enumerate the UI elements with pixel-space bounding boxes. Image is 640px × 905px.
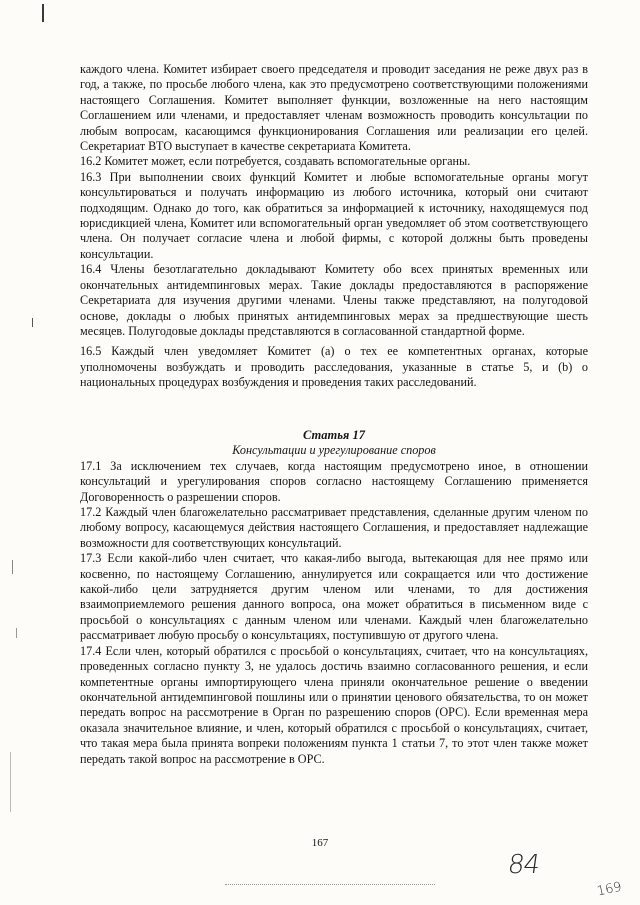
article16-continuation <box>80 62 588 391</box>
article17-section <box>80 428 588 767</box>
scan-mark <box>10 752 11 812</box>
paragraph-17-2: 17.2 Каждый член благожелательно рассматривает представления, сделанные другим членом по любому вопросу, касающемуся действия настоящего Соглашения, и предоставляет надлежащие возможности для соответствующих консультаций. <box>80 505 588 550</box>
paragraph-17-3: 17.3 Если какой-либо член считает, что какая-либо выгода, вытекающая для нее прямо или косвенно, по настоящему Соглашению, аннулируется или сокращается или что достижение какой-либо цели затрудняется другим членом или членами, то для достижения взаимоприемлемого решения данного вопроса, она может обратиться в письменном виде с просьбой о консультациях с данным членом или членами. Каждый член благожелательно рассматривает любую просьбу о консультациях, поступившую от другого члена. <box>80 551 588 643</box>
article-title: Статья 17 <box>303 428 365 442</box>
scan-dots <box>225 884 435 886</box>
scan-mark <box>42 4 44 22</box>
scan-mark <box>16 628 17 638</box>
handwritten-number: 84 <box>505 850 542 880</box>
scan-mark <box>32 318 33 327</box>
paragraph-16-1-tail: каждого члена. Комитет избирает своего председателя и проводит заседания не реже двух раз в год, а также, по просьбе любого члена, как это предусмотрено соответствующими положениями настоящего Соглашения. Комитет выполняет функции, возложенные на него настоящим Соглашением или членами, и предоставляет членам возможность проводить консультации по любым вопросам, касающимся функционирования Соглашения или реализации его целей. Секретариат ВТО выступает в качестве секретариата Комитета. <box>80 62 588 154</box>
handwritten-corner-number: 169 <box>595 879 624 900</box>
paragraph-17-4: 17.4 Если член, который обратился с просьбой о консультациях, считает, что на консультациях, проведенных согласно пункту 3, не удалось достичь взаимно согласованного решения, и если компетентные органы импортирующего члена приняли окончательное решение о введении окончательной антидемпинговой пошлины или о принятии ценового обязательства, то он может передать вопрос на рассмотрение в Орган по разрешению споров (ОРС). Если временная мера оказала значительное влияние, и член, который обратился с просьбой о консультациях, считает, что такая мера была принята вопреки положениям пункта 1 статьи 7, то этот член также может передать такой вопрос на рассмотрение в ОРС. <box>80 643 588 766</box>
paragraph-17-1: 17.1 За исключением тех случаев, когда настоящим предусмотрено иное, в отношении консультаций и урегулирования споров согласно настоящему Соглашению применяется Договоренность о разрешении споров. <box>80 458 588 504</box>
article-subtitle: Консультации и урегулирование споров <box>232 443 436 458</box>
paragraph-16-5: 16.5 Каждый член уведомляет Комитет (а) о тех ее компетентных органах, которые уполномочены возбуждать и проводить расследования, указанные в статье 5, и (b) о национальных процедурах возбуждения и проведения таких расследований. <box>80 344 588 390</box>
paragraph-16-2: 16.2 Комитет может, если потребуется, создавать вспомогательные органы. <box>80 154 471 169</box>
scan-mark <box>12 560 13 574</box>
paragraph-16-4: 16.4 Члены безотлагательно докладывают Комитету обо всех принятых временных или окончательных антидемпинговых мерах. Такие доклады предоставляются в распоряжение Секретариата для изучения другими членами. Члены также представляют, на полугодовой основе, доклады о любых принятых антидемпинговых мерах за предшествующие шесть месяцев. Полугодовые доклады представляются в согласованной стандартной форме. <box>80 262 588 338</box>
page-number: 167 <box>311 837 329 849</box>
paragraph-16-3: 16.3 При выполнении своих функций Комитет и любые вспомогательные органы могут консультироваться и получать информацию из любого источника, который они считают подходящим. Однако до того, как обратиться за информацией к источнику, находящемуся под юрисдикцией члена, Комитет или вспомогательный орган уведомляет об этом соответствующего члена. Он получает согласие члена и любой фирмы, с которой должны быть проведены консультации. <box>80 169 588 261</box>
